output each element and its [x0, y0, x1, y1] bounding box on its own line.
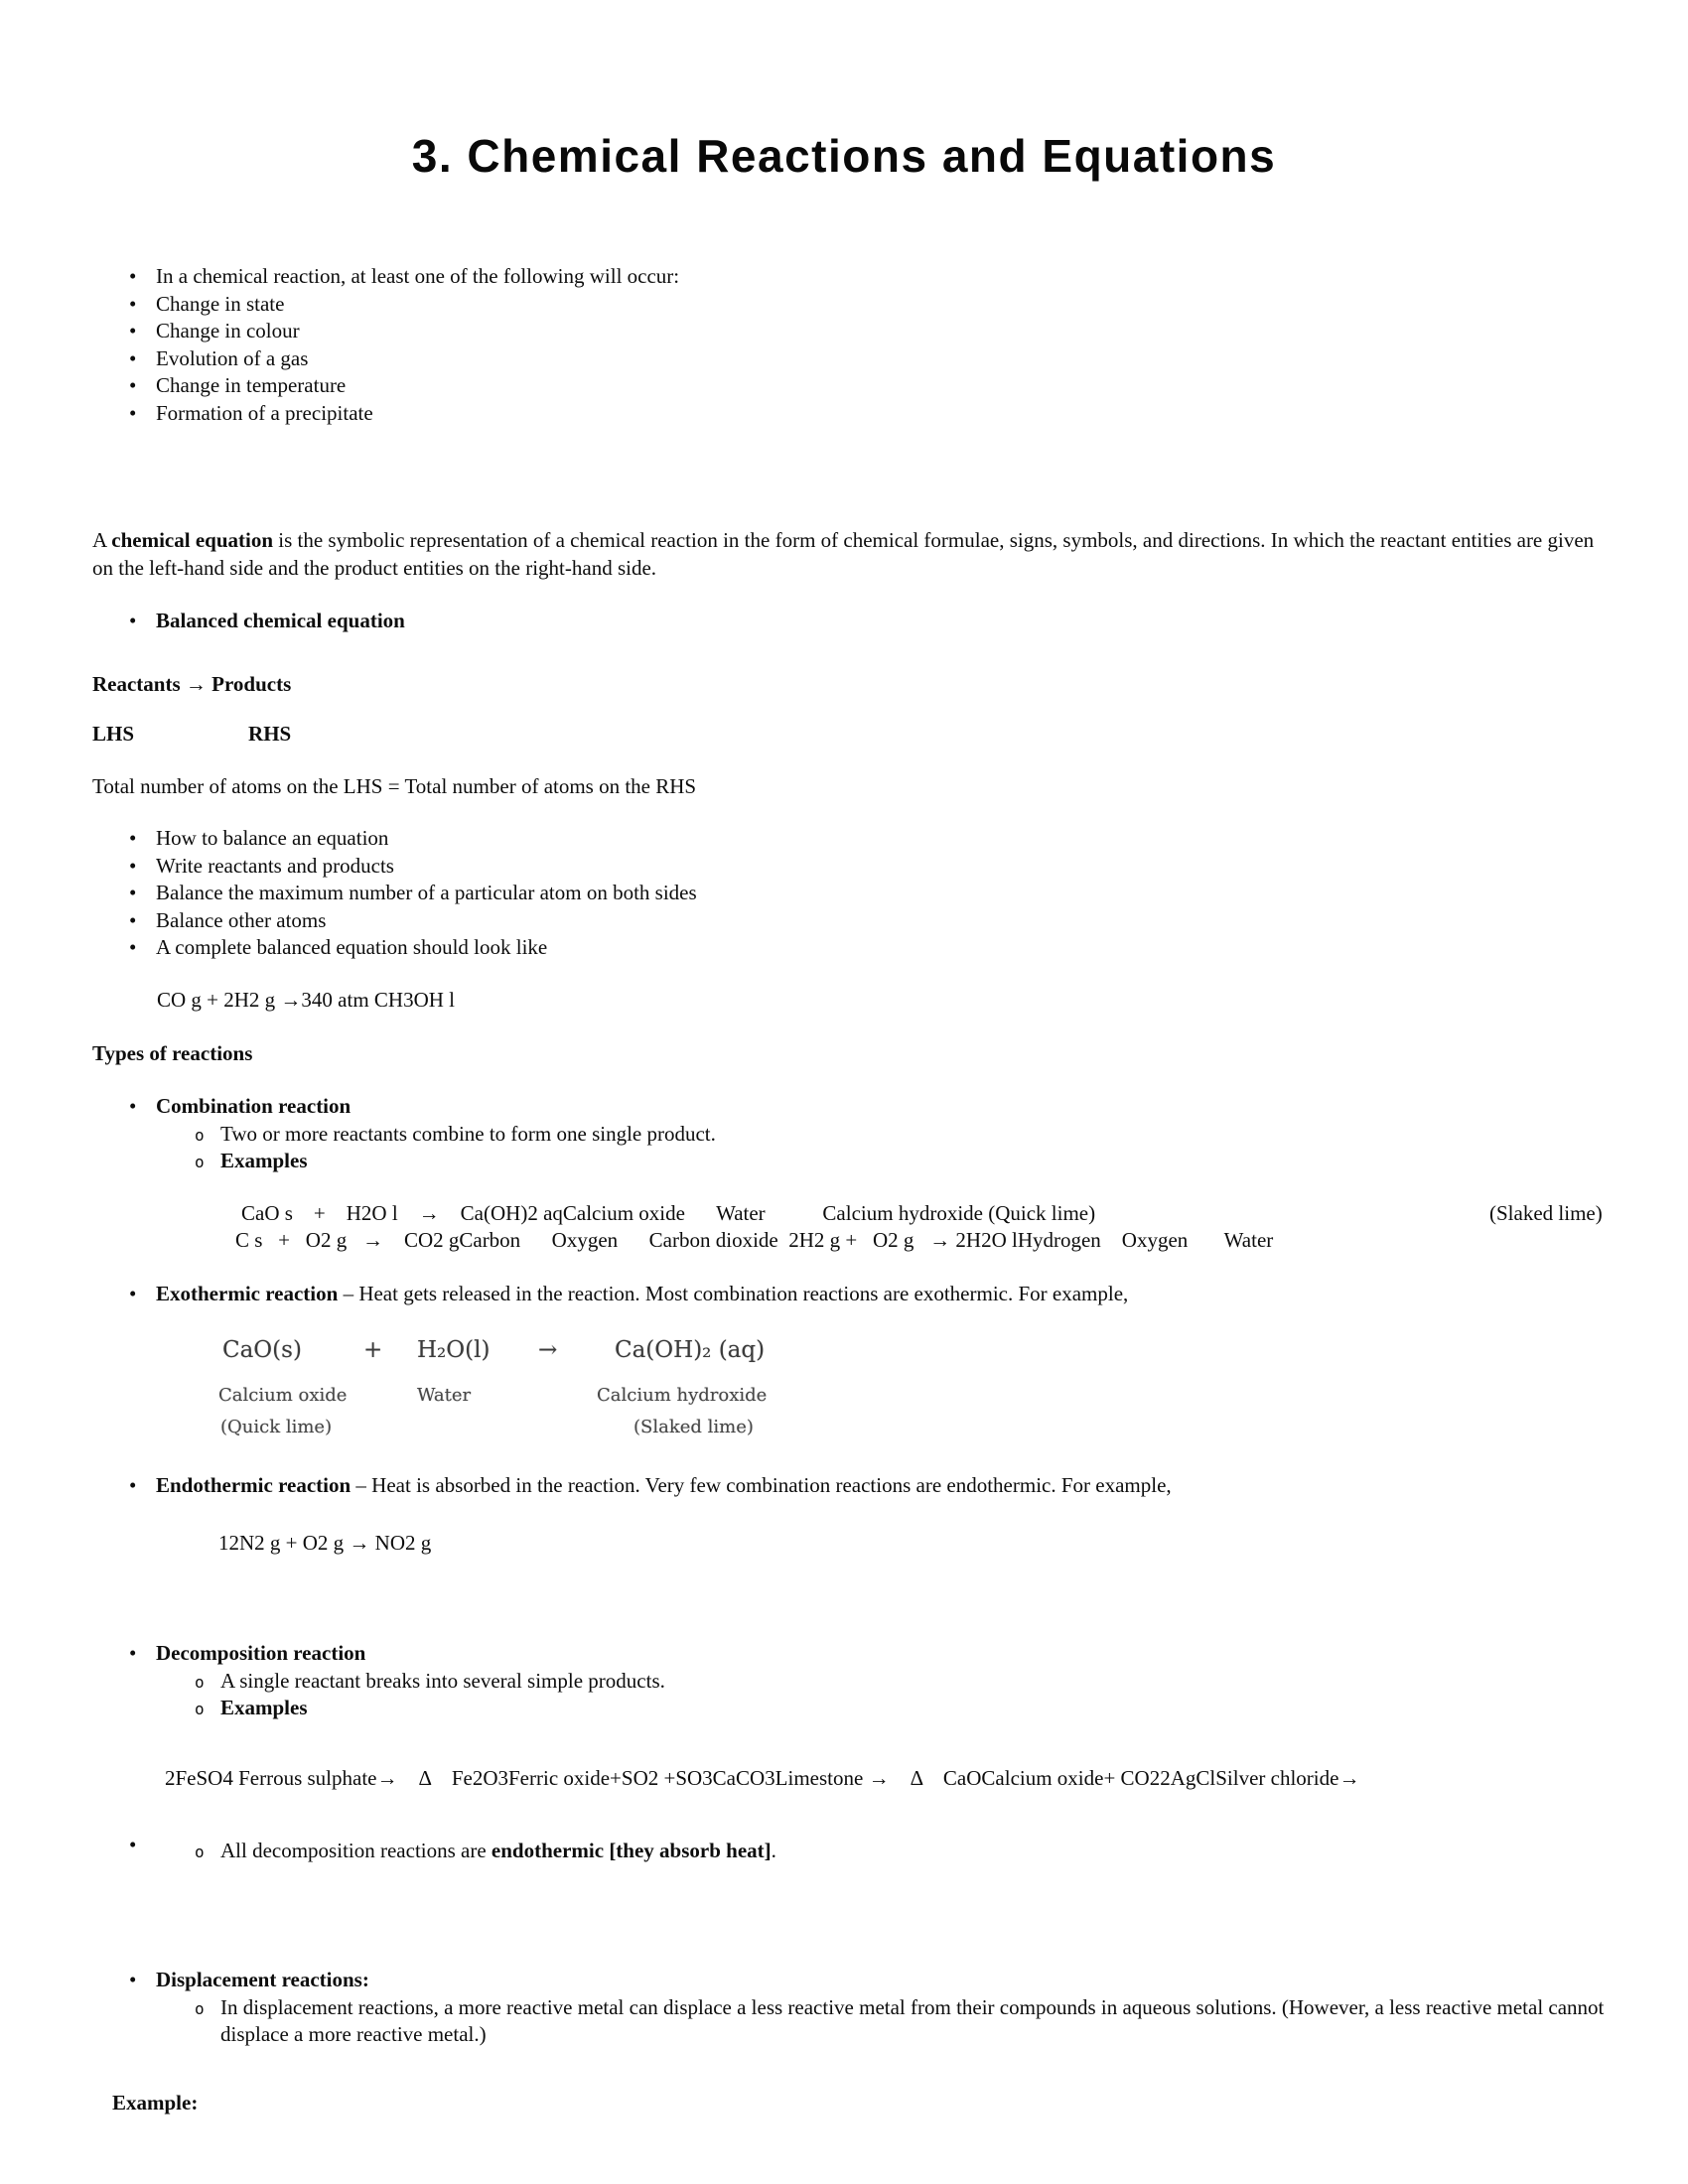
- figure-plus-sign: +: [363, 1337, 383, 1363]
- bullet-icon: [129, 825, 136, 853]
- balanced-heading: Balanced chemical equation: [156, 609, 405, 632]
- decomposition-desc: A single reactant breaks into several simple products.: [220, 1668, 665, 1693]
- bullet-icon: [129, 608, 136, 635]
- list-item-text: In a chemical reaction, at least one of the following will occur:: [156, 264, 680, 288]
- list-item: [0, 1121, 1688, 1149]
- combination-example-line-1: CaO s + H2O l → Ca(OH)2 aqCalcium oxide Water Calcium hydroxide (Quick lime): [241, 1201, 1096, 1225]
- examples-label: Examples: [220, 1696, 308, 1719]
- list-item: [0, 1472, 1688, 1500]
- list-item: [0, 1994, 1640, 2049]
- figure-label-water: Water: [417, 1385, 472, 1406]
- bullet-icon: [129, 318, 136, 345]
- example-heading: Example:: [112, 2091, 199, 2115]
- circle-bullet-icon: [195, 1696, 205, 1723]
- bullet-icon: [129, 1640, 136, 1668]
- figure-label-quick-lime: (Quick lime): [220, 1417, 333, 1437]
- combination-desc: Two or more reactants combine to form one single product.: [220, 1121, 716, 1146]
- combination-example-line-2: C s + O2 g → CO2 gCarbon Oxygen Carbon dioxide 2H2 g + O2 g → 2H2O lHydrogen Oxygen Water: [235, 1228, 1274, 1252]
- list-item: [0, 345, 1688, 373]
- decomposition-note-suffix: .: [771, 1839, 776, 1862]
- list-item: [0, 934, 1688, 962]
- list-item: [0, 1668, 1688, 1696]
- figure-arrow: →: [538, 1337, 558, 1363]
- list-item-text: Change in colour: [156, 319, 300, 342]
- circle-bullet-icon: [195, 1995, 205, 2023]
- definition-paragraph: [92, 527, 1604, 582]
- list-item: [0, 880, 1688, 907]
- displacement-desc: In displacement reactions, a more reactive metal can displace a less reactive metal from their compounds in aqueous solutions. (However, a less reactive metal cannot displace a more reactive metal.): [220, 1994, 1605, 2046]
- endothermic-heading: Endothermic reaction: [156, 1473, 352, 1497]
- list-item: [0, 907, 1688, 935]
- howto-list: [0, 825, 1688, 962]
- bullet-icon: [129, 263, 136, 291]
- bullet-icon: [129, 1472, 136, 1500]
- co-equation: CO g + 2H2 g →340 atm CH3OH l: [157, 988, 456, 1012]
- list-item: [0, 1838, 1688, 1865]
- bullet-icon: [129, 880, 136, 907]
- bullet-icon: [129, 907, 136, 935]
- decomposition-section: [0, 1640, 1688, 1722]
- endothermic-equation: 12N2 g + O2 g → NO2 g: [218, 1531, 432, 1555]
- exothermic-text: – Heat gets released in the reaction. Most combination reactions are exothermic. For example,: [338, 1282, 1129, 1305]
- reactants-products-line: Reactants → Products: [92, 672, 292, 696]
- list-item-text: Balance the maximum number of a particular atom on both sides: [156, 881, 697, 904]
- balanced-section: [0, 608, 1688, 635]
- displacement-heading: Displacement reactions:: [156, 1968, 369, 1991]
- combination-section: [0, 1093, 1688, 1175]
- decomposition-note-block: [0, 1832, 1688, 1865]
- endothermic-text: – Heat is absorbed in the reaction. Very few combination reactions are endothermic. For example,: [351, 1473, 1172, 1497]
- total-atoms-line: Total number of atoms on the LHS = Total number of atoms on the RHS: [92, 774, 697, 798]
- list-item-text: Evolution of a gas: [156, 345, 309, 370]
- decomposition-note-bold: endothermic [they absorb heat]: [491, 1839, 772, 1862]
- exothermic-section: [0, 1281, 1688, 1308]
- list-item: [0, 1967, 1688, 1994]
- examples-label: Examples: [220, 1149, 308, 1172]
- list-item: [0, 400, 1688, 428]
- slaked-lime-note: (Slaked lime): [1489, 1201, 1603, 1225]
- definition-rest: is the symbolic representation of a chemical reaction in the form of chemical formulae, signs, symbols, and directions. In which the reactant entities are given on the left-hand side and the product entities on the right-hand side.: [92, 528, 1595, 580]
- circle-bullet-icon: [195, 1122, 205, 1150]
- list-item: [0, 1640, 1688, 1668]
- decomposition-note-prefix: All decomposition reactions are: [220, 1839, 492, 1862]
- bullet-icon: [129, 934, 136, 962]
- list-item-text: Write reactants and products: [156, 853, 394, 878]
- list-item: [0, 608, 1688, 635]
- figure-label-slaked-lime: (Slaked lime): [633, 1417, 754, 1437]
- figure-label-calcium-hydroxide: Calcium hydroxide: [597, 1385, 768, 1406]
- list-item: [0, 318, 1688, 345]
- page-title: 3. Chemical Reactions and Equations: [411, 130, 1277, 182]
- definition-prefix: A: [92, 528, 112, 552]
- displacement-section: [0, 1967, 1688, 2049]
- decomposition-heading: Decomposition reaction: [156, 1641, 366, 1665]
- list-item: [0, 825, 1688, 853]
- bullet-icon: [129, 400, 136, 428]
- list-item-text: How to balance an equation: [156, 826, 389, 850]
- list-item: [0, 1281, 1688, 1308]
- exothermic-figure: [0, 1337, 894, 1451]
- list-item: [0, 263, 1688, 291]
- exothermic-heading: Exothermic reaction: [156, 1282, 339, 1305]
- bullet-icon: [129, 853, 136, 881]
- circle-bullet-icon: [195, 1149, 205, 1176]
- circle-bullet-icon: [195, 1839, 205, 1866]
- endothermic-section: [0, 1472, 1688, 1500]
- combination-heading: Combination reaction: [156, 1094, 352, 1118]
- list-item-text: Change in state: [156, 291, 285, 316]
- bullet-icon: [129, 1967, 136, 1994]
- figure-reactant1: CaO(s): [222, 1337, 302, 1363]
- figure-product: Ca(OH)₂ (aq): [615, 1337, 766, 1363]
- lhs-rhs-line: [92, 721, 291, 749]
- list-item-text: A complete balanced equation should look like: [156, 935, 548, 959]
- bullet-icon: [129, 372, 136, 400]
- types-heading: Types of reactions: [92, 1041, 253, 1065]
- bullet-icon: [129, 1093, 136, 1121]
- lhs-label: LHS: [92, 722, 135, 746]
- list-item-text: Balance other atoms: [156, 907, 327, 932]
- bullet-icon: [129, 345, 136, 373]
- definition-term: chemical equation: [111, 528, 274, 552]
- decomposition-example-line: 2FeSO4 Ferrous sulphate→ Δ Fe2O3Ferric oxide+SO2 +SO3CaCO3Limestone → Δ CaOCalcium oxide+ CO22AgClSilver chloride→: [165, 1766, 1360, 1790]
- list-item-text: Formation of a precipitate: [156, 400, 373, 425]
- figure-label-calcium-oxide: Calcium oxide: [218, 1385, 348, 1406]
- list-item: [0, 291, 1688, 319]
- list-item: [0, 1695, 1688, 1722]
- bullet-icon: [129, 291, 136, 319]
- rhs-label: RHS: [248, 722, 292, 746]
- list-item-text: Change in temperature: [156, 373, 347, 397]
- list-item: [0, 1093, 1688, 1121]
- list-item: [0, 1148, 1688, 1175]
- figure-reactant2: H₂O(l): [417, 1337, 491, 1363]
- list-item: [0, 372, 1688, 400]
- circle-bullet-icon: [195, 1669, 205, 1697]
- bullet-icon: [129, 1281, 136, 1308]
- intro-list: [0, 263, 1688, 427]
- list-item: [0, 853, 1688, 881]
